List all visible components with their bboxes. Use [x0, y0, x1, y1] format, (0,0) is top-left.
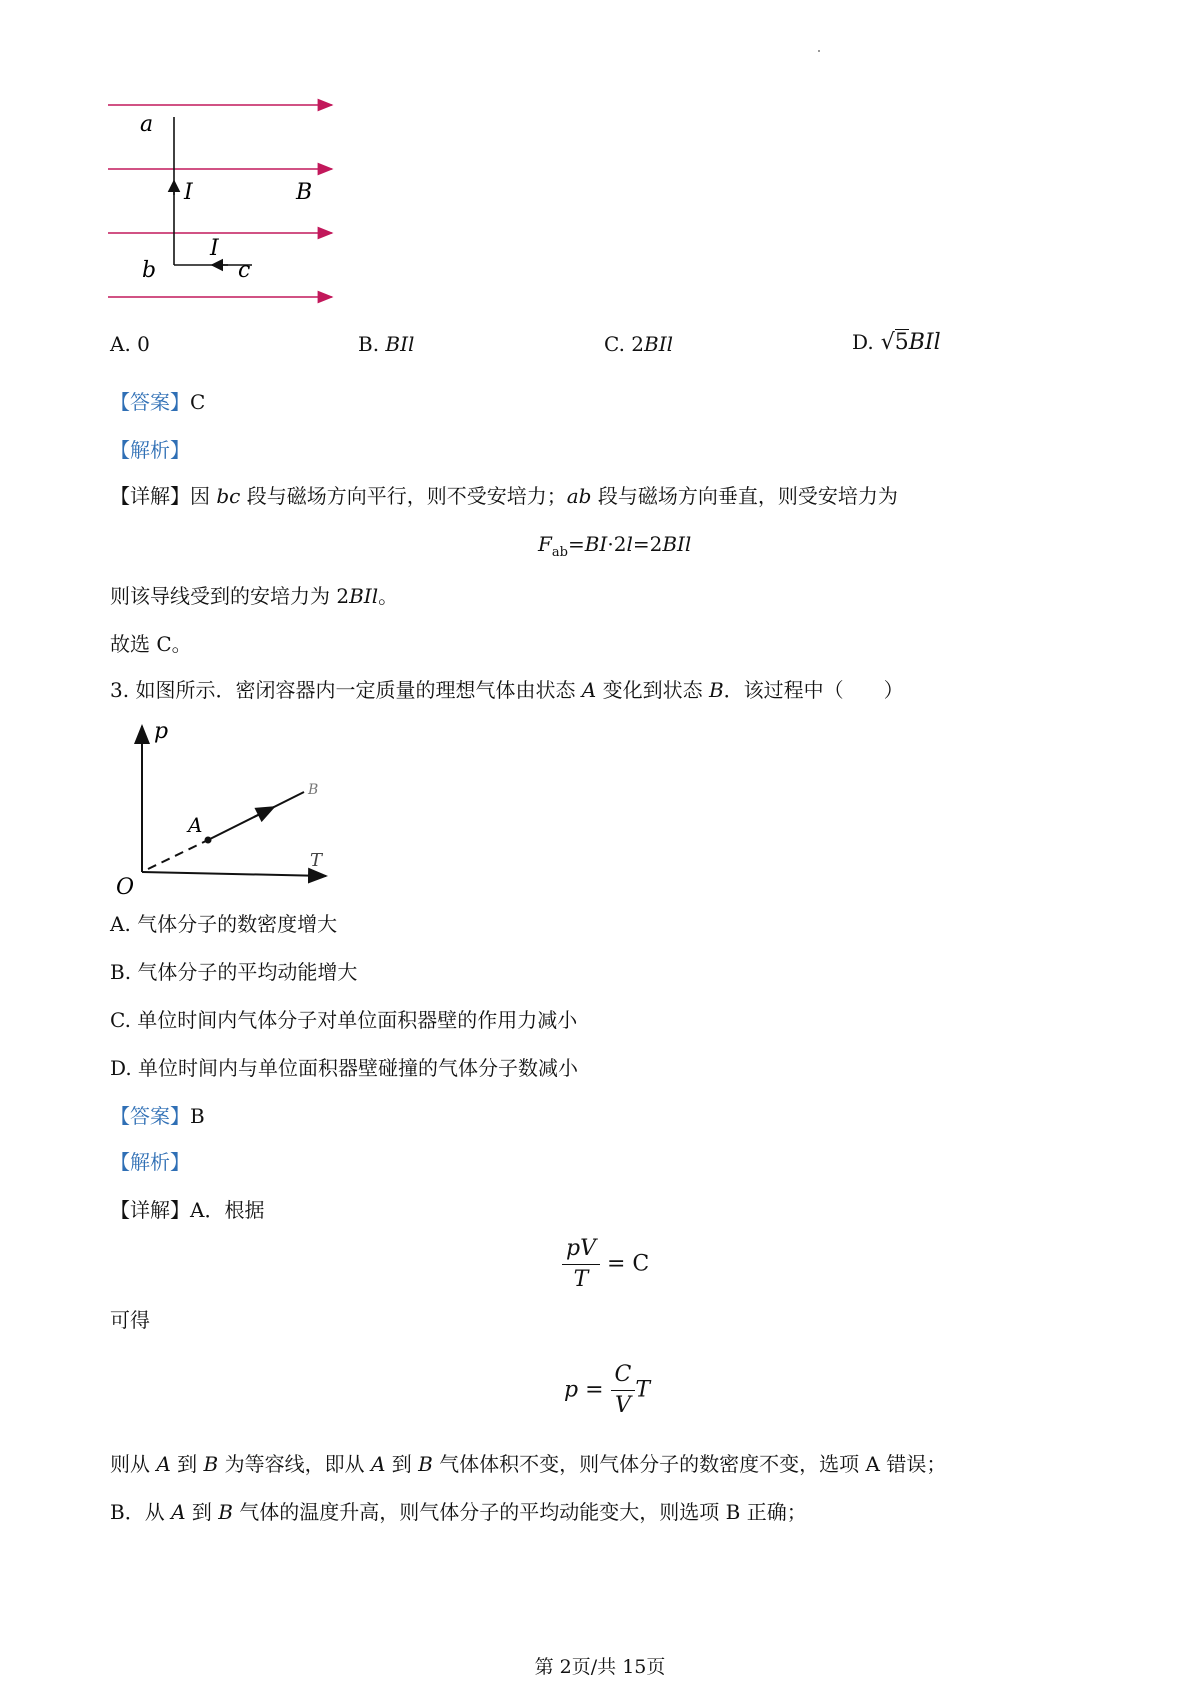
q3-option-a: A. 气体分子的数密度增大 [110, 912, 338, 936]
sqrt-symbol: √ [880, 330, 895, 355]
label-field-B: B [296, 180, 313, 205]
equation-ideal-gas: $\frac{pV}{T}$ = C [562, 1234, 649, 1295]
label-current-ab: I [184, 180, 193, 205]
label-O: O [116, 875, 135, 896]
state-A-point [205, 837, 212, 844]
q2-detail: 【详解】因 bc 段与磁场方向平行，则不受安培力；ab 段与磁场方向垂直，则受安培力为 [110, 484, 898, 508]
p-T-graph [104, 716, 334, 896]
label-A: A [188, 813, 203, 837]
q3-can-get: 可得 [110, 1308, 150, 1332]
q3-explanation-a: 则从 A 到 B 为等容线，即从 A 到 B 气体体积不变，则气体分子的数密度不变，选项 A 错误； [110, 1452, 947, 1476]
q3-answer: 【答案】B [110, 1104, 205, 1128]
q3-option-c: C. 单位时间内气体分子对单位面积器壁的作用力减小 [110, 1008, 578, 1032]
page-footer: 第 2页/共 15页 [534, 1656, 666, 1678]
q3-detail: 【详解】A．根据 [110, 1198, 265, 1222]
process-direction-arrow [254, 807, 274, 817]
q3-option-d: D. 单位时间内与单位面积器壁碰撞的气体分子数减小 [110, 1056, 579, 1080]
label-c: c [238, 258, 251, 283]
extrapolated-dashed-line [148, 840, 208, 869]
label-p: p [154, 719, 169, 744]
label-B: B [308, 782, 319, 798]
label-b: b [142, 258, 157, 283]
q2-choice: 故选 C。 [110, 632, 192, 656]
label-T: T [310, 850, 323, 871]
q2-conclusion: 则该导线受到的安培力为 2BIl。 [110, 584, 399, 608]
q3-question: 3. 如图所示．密闭容器内一定质量的理想气体由状态 A 变化到状态 B．该过程中（ ） [110, 678, 904, 702]
equation-p-of-T: p = $\frac{C}{V}$ T [564, 1362, 651, 1418]
q2-option-a: A. 0 [110, 332, 150, 356]
q3-explanation-b: B．从 A 到 B 气体的温度升高，则气体分子的平均动能变大，则选项 B 正确； [110, 1500, 807, 1524]
q2-option-c: C. 2BIl [604, 332, 674, 356]
q2-option-b: B. BIl [358, 332, 415, 356]
q2-formula: $F_{ab}=BI\cdot 2l=2BIl$ [538, 532, 692, 560]
q3-analysis-heading: 【解析】 [110, 1150, 190, 1174]
q3-option-b: B. 气体分子的平均动能增大 [110, 960, 358, 984]
magnetic-field-figure [100, 95, 340, 310]
label-current-bc: I [210, 236, 219, 261]
q2-analysis-heading: 【解析】 [110, 438, 190, 462]
T-axis [142, 872, 326, 876]
q2-answer: 【答案】C [110, 390, 206, 414]
label-a: a [140, 112, 154, 137]
q2-option-d: D. √5BIl [852, 330, 941, 355]
scan-dot [818, 50, 820, 52]
